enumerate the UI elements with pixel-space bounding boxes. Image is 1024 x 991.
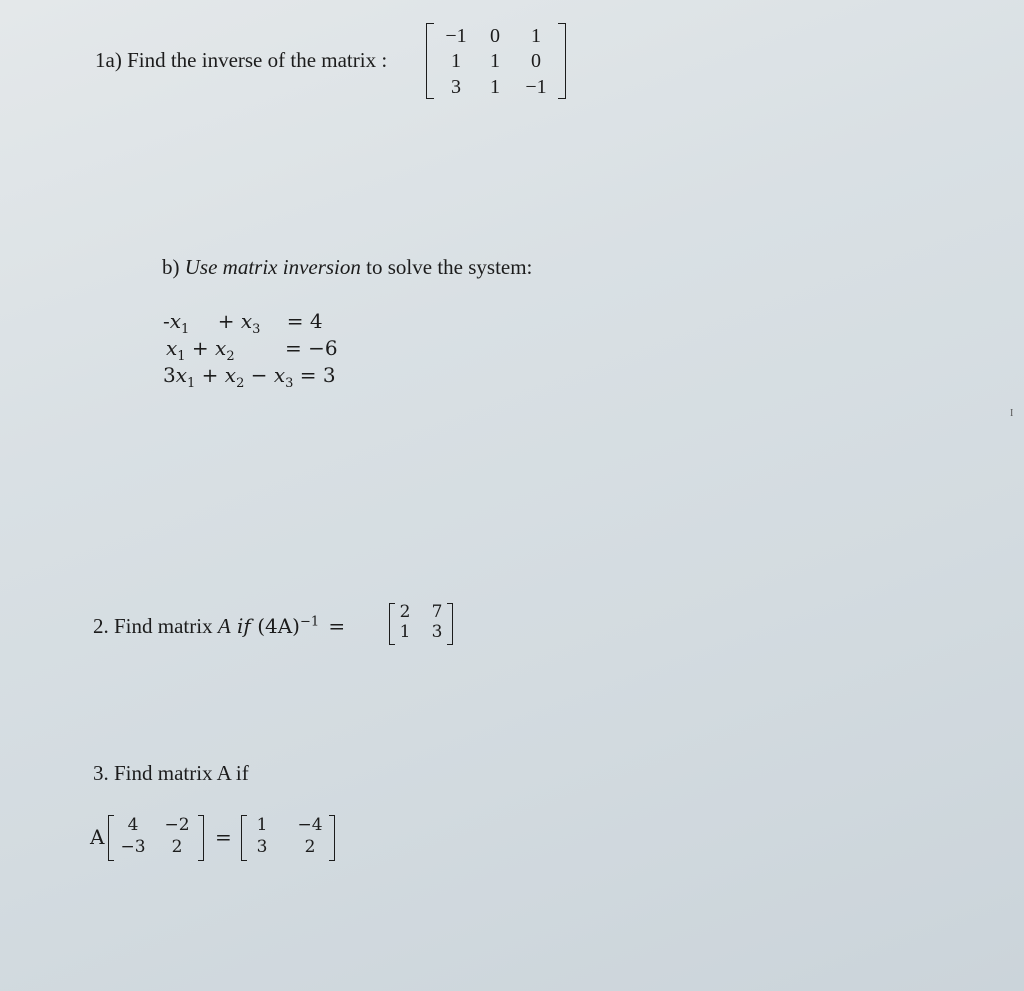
problem-3-prefix: A [90, 825, 105, 849]
eq-op: − [250, 363, 268, 387]
matrix-3-left [108, 815, 204, 861]
eq-sub: 1 [177, 349, 186, 364]
matrix-cell: −3 [120, 837, 146, 857]
matrix-cell: 4 [127, 815, 139, 835]
problem-2-label [93, 614, 345, 639]
part-b-suffix: to solve the system: [360, 255, 533, 279]
problem-2-expr [257, 614, 319, 638]
matrix-2 [389, 603, 453, 645]
equation-1 [163, 309, 323, 337]
eq-var: x [224, 363, 237, 387]
expr-base: (4A) [257, 614, 300, 638]
part-b-prefix: b) [162, 255, 185, 279]
right-bracket [198, 815, 204, 861]
matrix-cell: 1 [451, 50, 461, 72]
eq-rhs: = 3 [299, 363, 336, 387]
matrix-3-right [241, 815, 335, 861]
matrix-cell: 2 [399, 602, 411, 622]
right-bracket [329, 815, 335, 861]
eq-op: + [217, 309, 235, 333]
eq-sign: - [163, 309, 170, 333]
eq-var: x [166, 336, 178, 360]
stray-mark: I [1010, 408, 1014, 419]
eq-sub: 2 [236, 376, 245, 391]
matrix-cell: −2 [164, 815, 190, 835]
eq-var: x [273, 363, 286, 387]
matrix-cell: 1 [490, 50, 500, 72]
matrix-cell: 1 [490, 76, 500, 98]
right-bracket [447, 603, 453, 645]
part-b-italic: Use matrix inversion [184, 255, 361, 279]
left-bracket [108, 815, 114, 861]
eq-var: x [169, 309, 182, 333]
left-bracket [426, 23, 434, 99]
matrix-cell: 3 [451, 76, 461, 98]
eq-coef: 3 [163, 363, 176, 387]
eq-sub: 3 [252, 322, 261, 337]
eq-sub: 1 [187, 376, 196, 391]
eq-sub: 1 [181, 322, 190, 337]
eq-op: + [201, 363, 219, 387]
matrix-cell: 1 [531, 25, 541, 47]
problem-1b-label [162, 255, 532, 280]
matrix-cell: 0 [490, 25, 500, 47]
eq-sub: 3 [285, 376, 294, 391]
eq-var: x [175, 363, 188, 387]
matrix-cell: 1 [256, 815, 268, 835]
equation-3 [163, 363, 336, 391]
matrix-cell: 7 [431, 602, 443, 622]
equals-sign: = [328, 614, 346, 638]
matrix-cell: 2 [171, 837, 183, 857]
eq-sub: 2 [226, 349, 235, 364]
expr-exponent: −1 [299, 614, 320, 630]
matrix-cell: 1 [399, 622, 411, 642]
eq-rhs: = −6 [284, 336, 338, 360]
matrix-cell: 3 [431, 622, 443, 642]
matrix-cell: 0 [531, 50, 541, 72]
equals-sign: = [215, 825, 232, 849]
problem-2-if: if [230, 614, 258, 638]
eq-var: x [215, 336, 227, 360]
matrix-1a [426, 23, 566, 99]
problem-2-text: 2. Find matrix [93, 614, 218, 638]
matrix-cell: 2 [304, 837, 316, 857]
right-bracket [558, 23, 566, 99]
eq-rhs: = 4 [286, 309, 323, 333]
problem-1a-label: 1a) Find the inverse of the matrix : [95, 48, 388, 72]
matrix-cell: −1 [525, 76, 547, 98]
matrix-cell: 3 [256, 837, 268, 857]
eq-var: x [240, 309, 253, 333]
matrix-cell: −4 [297, 815, 323, 835]
equation-2 [166, 336, 338, 364]
problem-3-label: 3. Find matrix A if [93, 761, 249, 785]
problem-2-var: A [217, 614, 231, 638]
matrix-cell: −1 [445, 25, 467, 47]
eq-op: + [191, 336, 209, 360]
